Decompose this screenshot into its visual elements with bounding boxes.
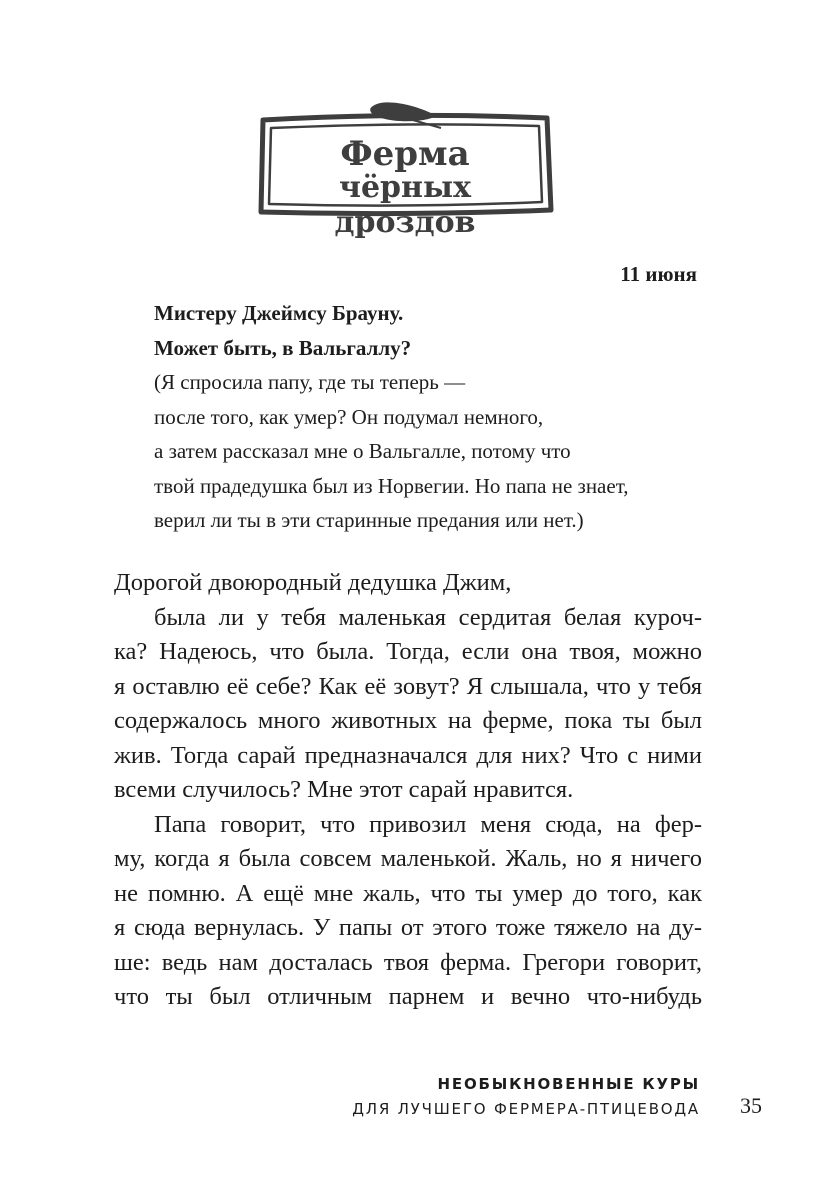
- page-number: 35: [740, 1093, 762, 1118]
- paragraph-line: Папа говорит, что привозил меня сюда, на фер-: [154, 810, 702, 838]
- logo-title-line2: чёрных дроздов: [334, 170, 476, 240]
- letter-date: 11 июня: [620, 262, 697, 286]
- series-title: НЕОБЫКНОВЕННЫЕ КУРЫ: [437, 1075, 700, 1093]
- series-subtitle: ДЛЯ ЛУЧШЕГО ФЕРМЕРА-ПТИЦЕВОДА: [352, 1100, 700, 1118]
- paragraph-line: я сюда вернулась. У папы от этого тоже тяжело на ду-: [114, 914, 702, 941]
- header-logo-stamp: [255, 98, 555, 240]
- paragraph-line: жив. Тогда сарай предназначался для них? Что с ними: [114, 741, 702, 769]
- note-line: твой прадедушка был из Норвегии. Но папа не знает,: [154, 473, 629, 498]
- running-footer: [352, 1072, 700, 1122]
- letter-recipient: Мистеру Джеймсу Брауну.: [154, 301, 404, 325]
- paragraph-line: была ли у тебя маленькая сердитая белая куроч-: [154, 603, 702, 631]
- paragraph-line: му, когда я была совсем маленькой. Жаль, но я ничего: [114, 845, 702, 872]
- note-line: после того, как умер? Он подумал немного,: [154, 404, 544, 429]
- paragraph-line: что ты был отличным парнем и вечно что-нибудь: [114, 983, 702, 1010]
- paragraph-line: ше: ведь нам досталась твоя ферма. Грегори говорит,: [114, 948, 702, 976]
- paragraph-line: содержалось много животных на ферме, пока ты был: [114, 707, 702, 734]
- note-line: верил ли ты в эти старинные предания или нет.): [154, 508, 584, 532]
- paragraph-line: ка? Надеюсь, что была. Тогда, если она твоя, можно: [114, 638, 702, 665]
- letter-heading: [154, 296, 714, 538]
- logo-title-line1: Ферма: [340, 134, 470, 174]
- letter-destination: Может быть, в Вальгаллу?: [154, 335, 412, 360]
- paragraph-line: всеми случилось? Мне этот сарай нравится.: [114, 776, 574, 803]
- paragraph-line: не помню. А ещё мне жаль, что ты умер до того, как: [114, 879, 702, 907]
- paragraph-line: я оставлю её себе? Как её зовут? Я слышала, что у тебя: [114, 672, 702, 700]
- note-line: (Я спросила папу, где ты теперь —: [154, 370, 466, 394]
- note-line: а затем рассказал мне о Вальгалле, потому что: [154, 439, 571, 463]
- letter-body: [114, 566, 702, 1015]
- letter-greeting: Дорогой двоюродный дедушка Джим,: [114, 569, 512, 596]
